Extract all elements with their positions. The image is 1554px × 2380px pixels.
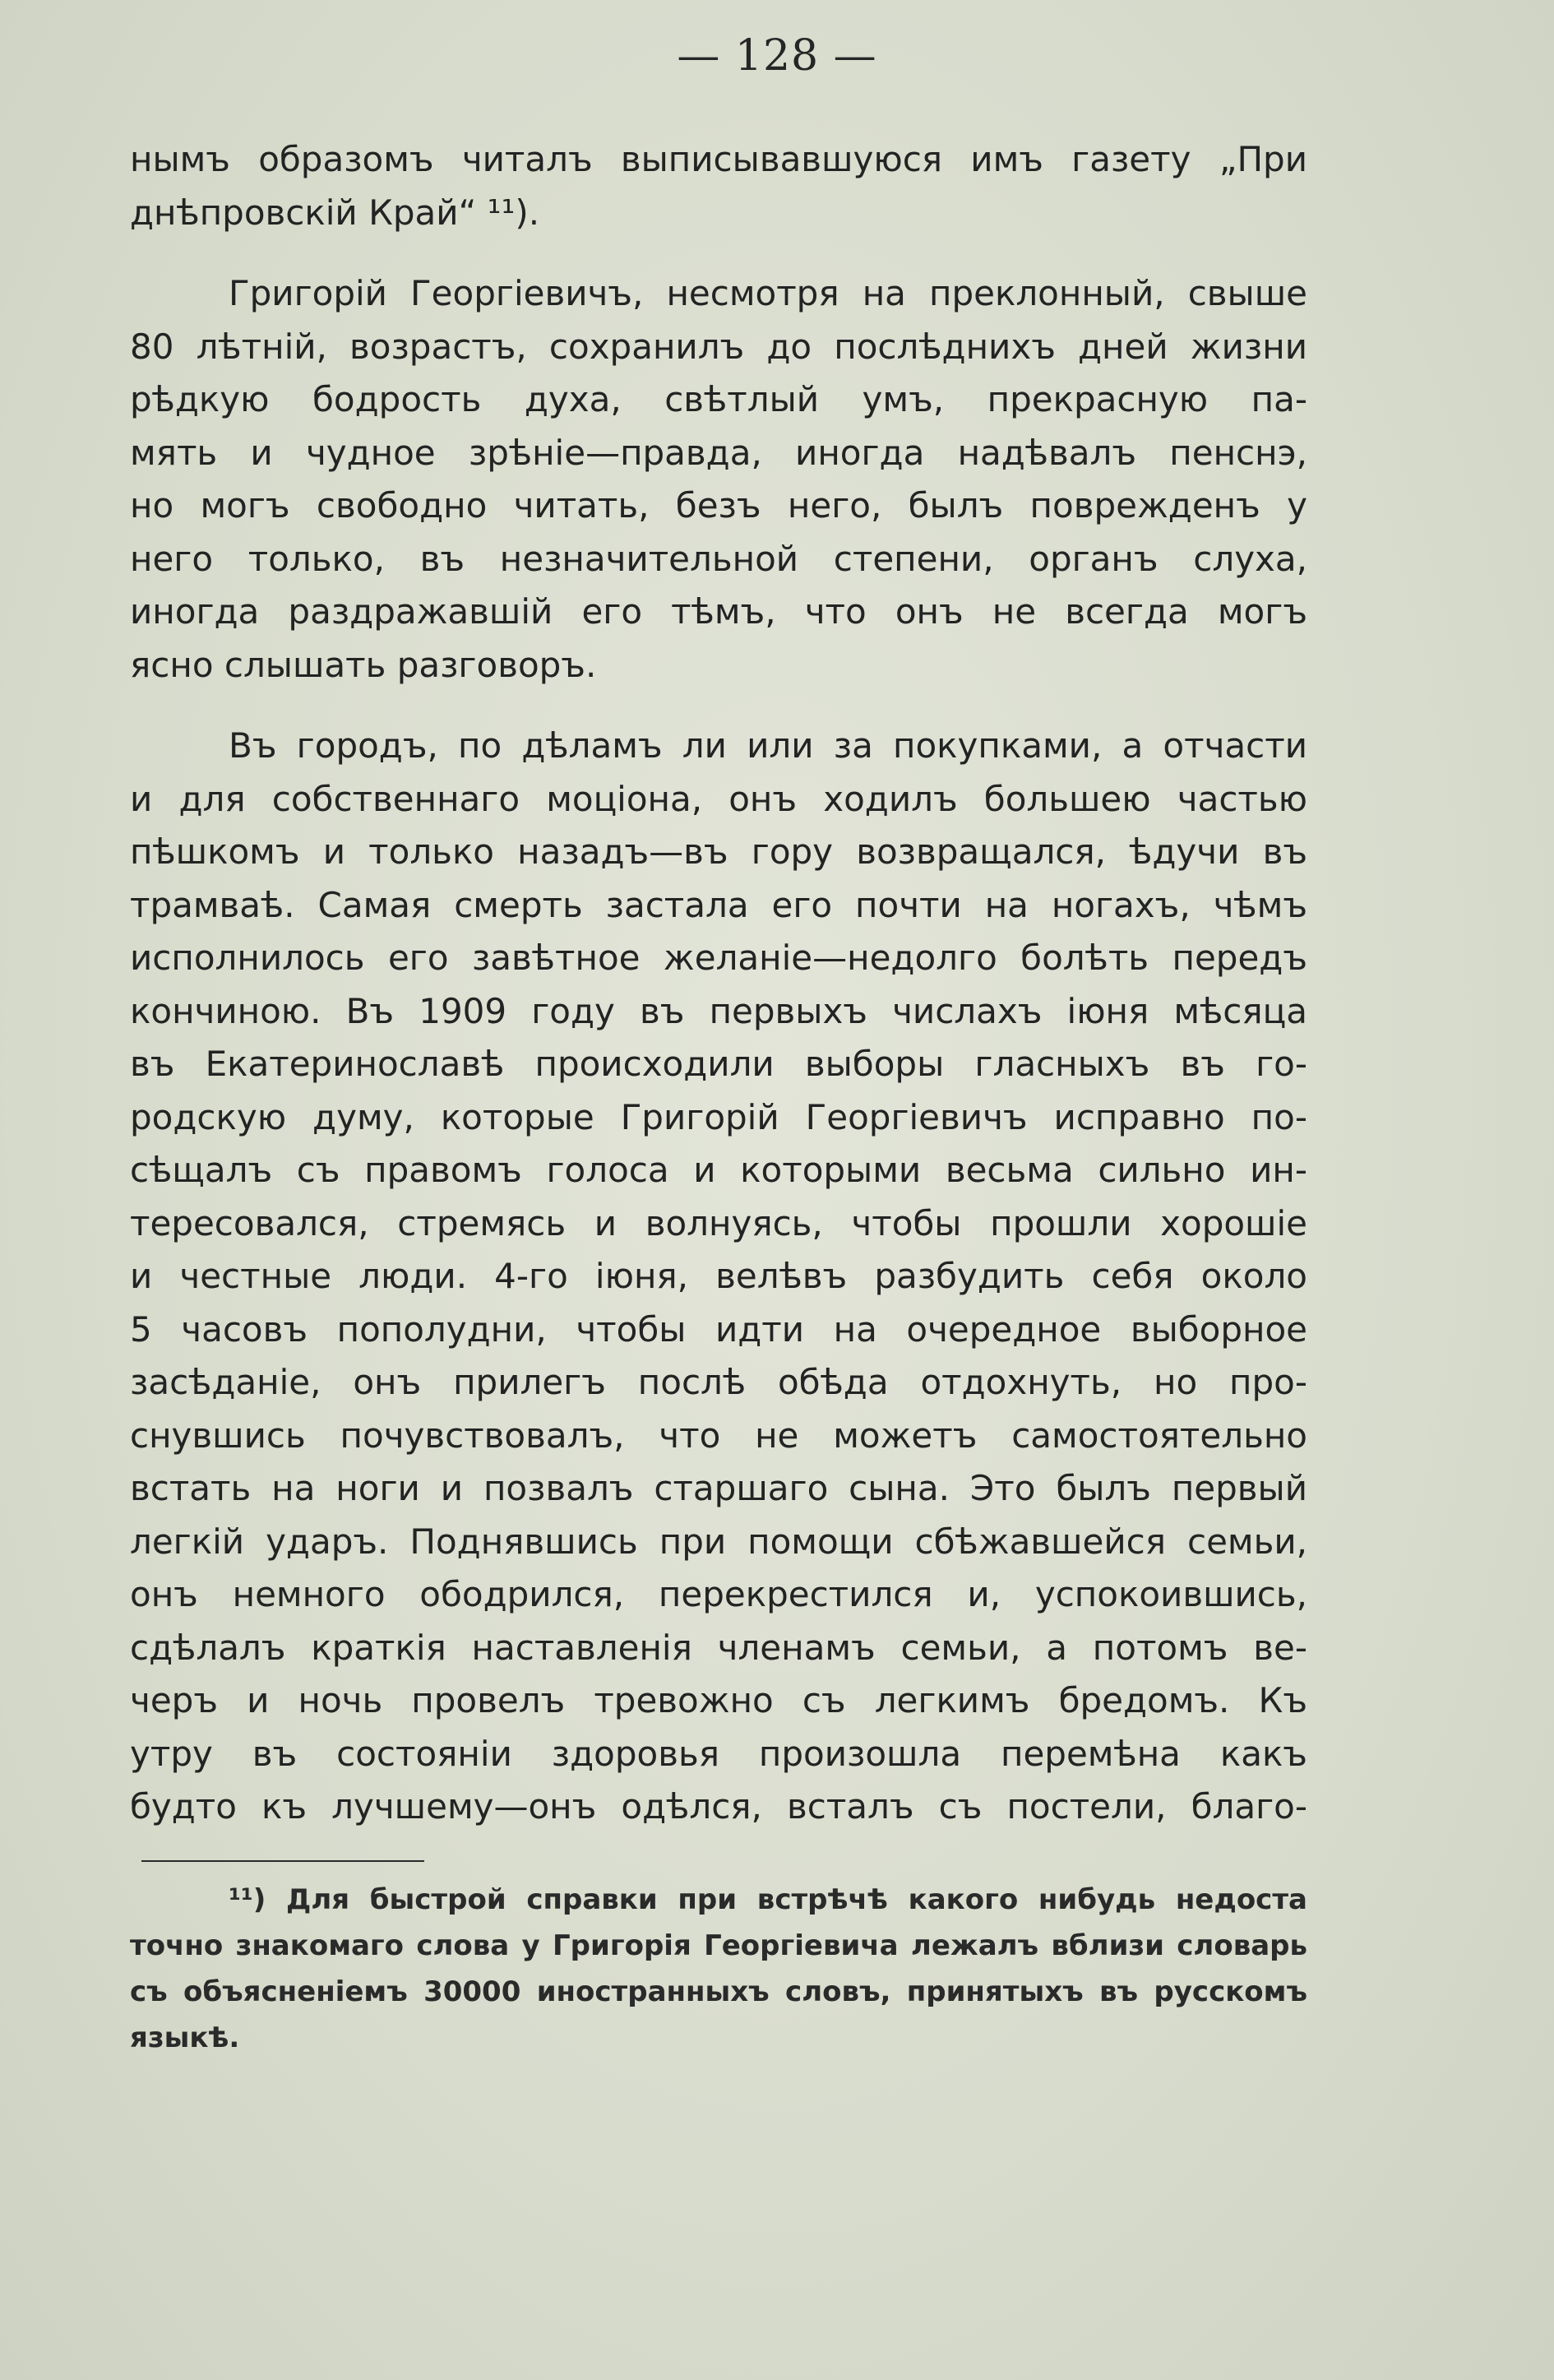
text-line: иногда раздражавшій его тѣмъ, что онъ не всегда могъ: [130, 591, 1307, 632]
page-number: — 128 —: [677, 31, 877, 81]
text-line: нымъ образомъ читалъ выписывавшуюся имъ газету „При: [130, 139, 1307, 179]
text-line: но могъ свободно читать, безъ него, былъ поврежденъ у: [130, 485, 1307, 526]
footnote-line: ¹¹) Для быстрой справки при встрѣчѣ какого нибудь недоста: [229, 1883, 1307, 1916]
text-line: и честные люди. 4-го іюня, велѣвъ разбудить себя около: [130, 1256, 1307, 1296]
footnote: [130, 1877, 1307, 2061]
paragraph-1: [130, 133, 1307, 239]
text-line: и для собственнаго моціона, онъ ходилъ большею частью: [130, 778, 1307, 819]
text-line: снувшись почувствовалъ, что не можетъ самостоятельно: [130, 1415, 1307, 1456]
text-line: будто къ лучшему—онъ одѣлся, всталъ съ постели, благо-: [130, 1786, 1307, 1827]
text-line: 80 лѣтній, возрастъ, сохранилъ до послѣднихъ дней жизни: [130, 326, 1307, 367]
text-line: Въ городъ, по дѣламъ ли или за покупками, а отчасти: [229, 725, 1307, 766]
footnote-line: точно знакомаго слова у Григорія Георгіевича лежалъ вблизи словарь: [130, 1929, 1307, 1962]
text-line: родскую думу, которые Григорій Георгіевичъ исправно по-: [130, 1096, 1307, 1137]
text-line: днѣпровскій Край“ ¹¹).: [130, 192, 540, 233]
text-line: ясно слышать разговоръ.: [130, 644, 597, 685]
text-line: легкій ударъ. Поднявшись при помощи сбѣжавшейся семьи,: [130, 1521, 1307, 1562]
footnote-line: языкѣ.: [130, 2021, 240, 2054]
text-line: утру въ состояніи здоровья произошла перемѣна какъ: [130, 1733, 1307, 1774]
text-line: исполнилось его завѣтное желаніе—недолго болѣть передъ: [130, 938, 1307, 978]
text-line: Григорій Георгіевичъ, несмотря на преклонный, свыше: [229, 273, 1307, 313]
footnote-divider: [141, 1860, 424, 1862]
text-line: трамваѣ. Самая смерть застала его почти на ногахъ, чѣмъ: [130, 884, 1307, 925]
text-line: въ Екатеринославѣ происходили выборы гласныхъ въ го-: [130, 1044, 1307, 1084]
text-line: черъ и ночь провелъ тревожно съ легкимъ бредомъ. Къ: [130, 1680, 1307, 1720]
footnote-line: съ объясненіемъ 30000 иностранныхъ словъ, принятыхъ въ русскомъ: [130, 1975, 1307, 2008]
text-line: сдѣлалъ краткія наставленія членамъ семьи, а потомъ ве-: [130, 1627, 1307, 1668]
text-line: тересовался, стремясь и волнуясь, чтобы прошли хорошіе: [130, 1202, 1307, 1243]
text-line: засѣданіе, онъ прилегъ послѣ обѣда отдохнуть, но про-: [130, 1362, 1307, 1402]
text-line: сѣщалъ съ правомъ голоса и которыми весьма сильно ин-: [130, 1150, 1307, 1190]
text-line: онъ немного ободрился, перекрестился и, успокоившись,: [130, 1574, 1307, 1614]
text-line: 5 часовъ пополудни, чтобы идти на очередное выборное: [130, 1308, 1307, 1350]
paragraph-3: [130, 720, 1307, 1834]
body-text: [130, 133, 1307, 1834]
text-line: встать на ноги и позвалъ старшаго сына. Это былъ первый: [130, 1468, 1307, 1508]
text-line: него только, въ незначительной степени, органъ слуха,: [130, 538, 1307, 579]
paragraph-2: [130, 267, 1307, 692]
text-line: мять и чудное зрѣніе—правда, иногда надѣвалъ пенснэ,: [130, 432, 1307, 473]
text-line: кончиною. Въ 1909 году въ первыхъ числахъ іюня мѣсяца: [130, 990, 1307, 1031]
text-line: пѣшкомъ и только назадъ—въ гору возвращался, ѣдучи въ: [130, 831, 1307, 872]
text-line: рѣдкую бодрость духа, свѣтлый умъ, прекрасную па-: [130, 379, 1307, 419]
